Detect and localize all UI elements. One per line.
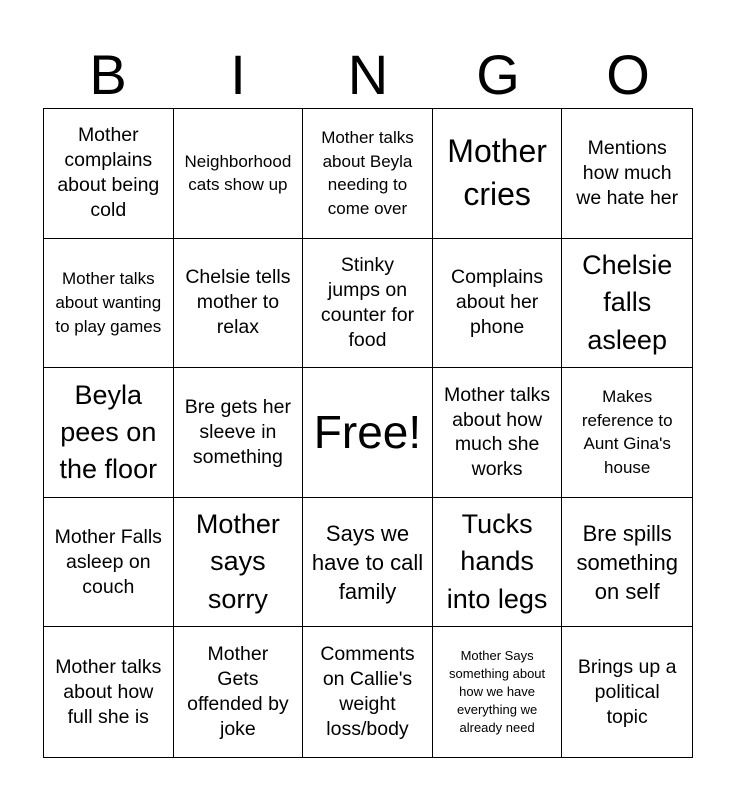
- bingo-cell[interactable]: [433, 627, 563, 757]
- cell-text: Mother complains about being cold: [57, 124, 160, 222]
- bingo-cell[interactable]: [433, 498, 563, 628]
- cell-text: Chelsie falls asleep: [582, 250, 673, 355]
- bingo-cell[interactable]: [44, 109, 174, 239]
- cell-text: Mother Gets offended by joke: [187, 643, 289, 741]
- cell-text: Bre spills something on self: [576, 520, 678, 604]
- cell-text: Says we have to call family: [311, 520, 424, 604]
- bingo-cell[interactable]: [433, 368, 563, 498]
- bingo-cell[interactable]: [44, 239, 174, 369]
- cell-text: Chelsie tells mother to relax: [185, 266, 291, 339]
- cell-text: Mother says sorry: [195, 509, 280, 614]
- cell-text: Mother Says something about how we have everything we already need: [449, 647, 546, 736]
- bingo-cell[interactable]: [303, 109, 433, 239]
- cell-text: Mother talks about how much she works: [443, 383, 551, 481]
- bingo-cell[interactable]: [174, 498, 304, 628]
- bingo-cell[interactable]: [562, 109, 692, 239]
- cell-text: Mother talks about wanting to play games: [55, 269, 162, 336]
- cell-text: Mother talks about Beyla needing to come over: [321, 127, 414, 219]
- header-letter-g: G: [476, 43, 520, 106]
- bingo-cell[interactable]: [433, 239, 563, 369]
- header-letter-b: B: [89, 43, 127, 106]
- bingo-cell[interactable]: [44, 368, 174, 498]
- header-letter-i: I: [230, 43, 246, 106]
- bingo-cell[interactable]: [174, 239, 304, 369]
- header-letter-o: O: [606, 43, 650, 106]
- bingo-cell[interactable]: [174, 627, 304, 757]
- bingo-cell[interactable]: [303, 498, 433, 628]
- cell-text: Bre gets her sleeve in something: [184, 396, 291, 468]
- cell-text: Mother cries: [447, 132, 547, 213]
- bingo-grid: [43, 108, 693, 758]
- cell-text: Mentions how much we hate her: [576, 136, 679, 209]
- bingo-cell[interactable]: [303, 239, 433, 369]
- cell-text: Comments on Callie's weight loss/body: [320, 643, 415, 741]
- cell-text: Neighborhood cats show up: [184, 151, 292, 195]
- bingo-cell[interactable]: [562, 239, 692, 369]
- cell-text: Beyla pees on the floor: [59, 379, 158, 485]
- cell-text: Tucks hands into legs: [446, 509, 548, 614]
- cell-text: Mother Falls asleep on couch: [54, 525, 162, 598]
- bingo-cell[interactable]: [562, 627, 692, 757]
- bingo-cell[interactable]: [174, 109, 304, 239]
- free-space[interactable]: [303, 368, 433, 498]
- bingo-cell[interactable]: [562, 368, 692, 498]
- cell-text: Mother talks about how full she is: [55, 655, 162, 728]
- bingo-header: [43, 42, 693, 108]
- header-letter-n: N: [347, 43, 389, 106]
- bingo-cell[interactable]: [44, 498, 174, 628]
- cell-text: Brings up a political topic: [577, 655, 677, 728]
- bingo-cell[interactable]: [562, 498, 692, 628]
- cell-text: Stinky jumps on counter for food: [320, 253, 415, 351]
- cell-text: Makes reference to Aunt Gina's house: [581, 386, 673, 478]
- bingo-cell[interactable]: [433, 109, 563, 239]
- bingo-cell[interactable]: [174, 368, 304, 498]
- free-space-label: Free!: [313, 406, 422, 459]
- bingo-cell[interactable]: [44, 627, 174, 757]
- cell-text: Complains about her phone: [451, 266, 544, 339]
- bingo-cell[interactable]: [303, 627, 433, 757]
